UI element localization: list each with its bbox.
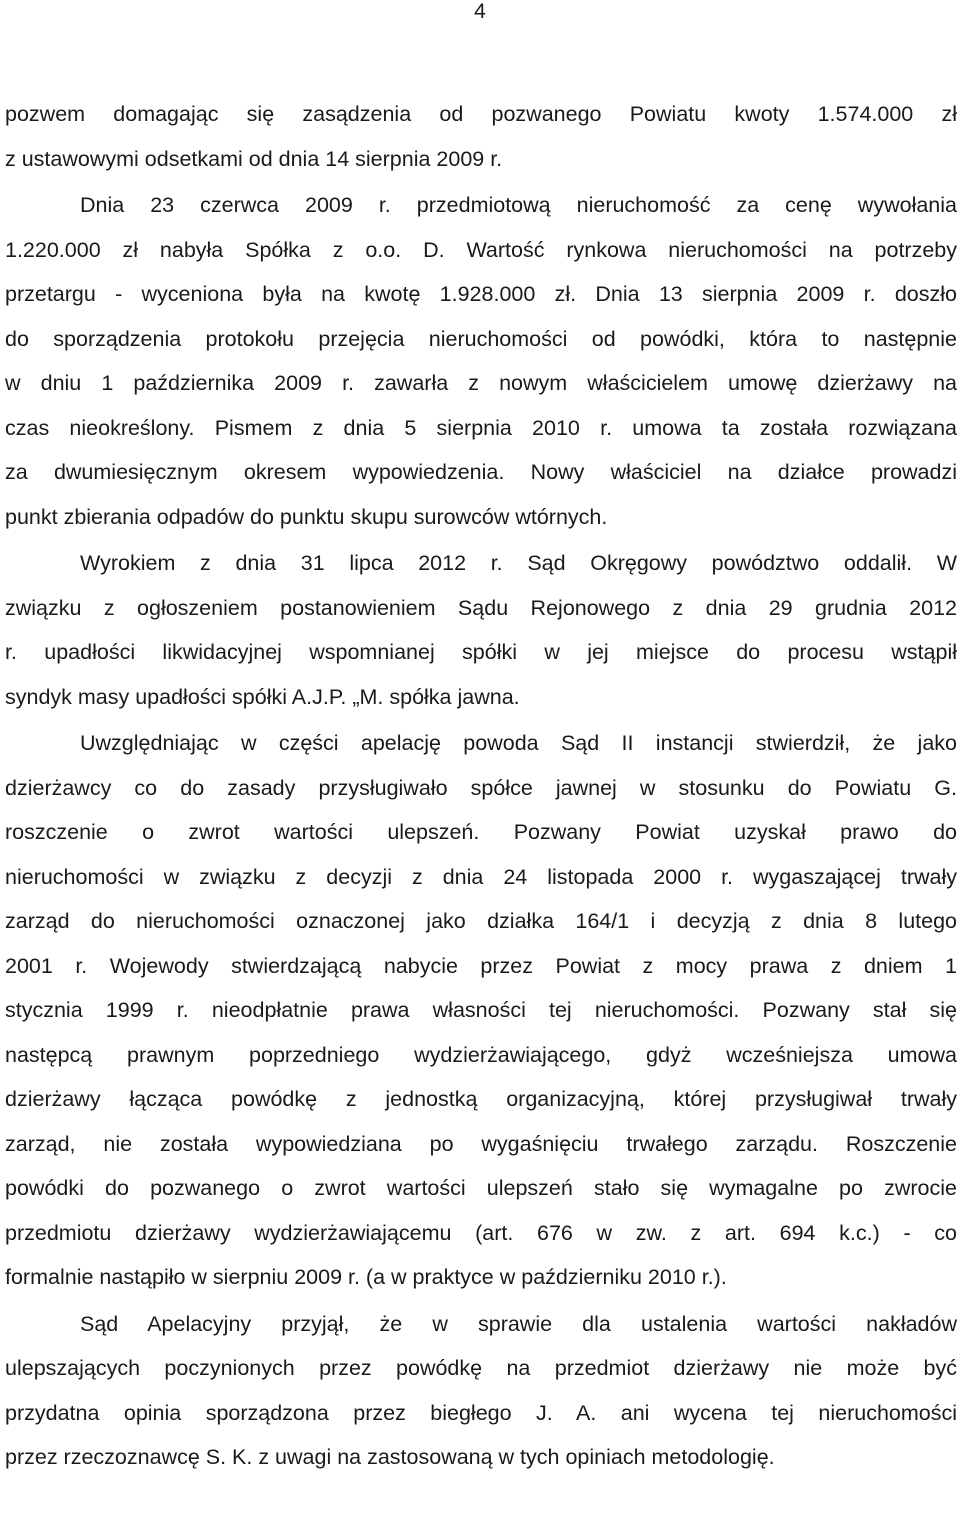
text-line: za dwumiesięcznym okresem wypowiedzenia. Nowy właściciel na działce prowadzi [5,460,957,484]
text-line: następcą prawnym poprzedniego wydzierżawiającego, gdyż wcześniejsza umowa [5,1042,957,1067]
paragraph [5,1302,957,1480]
text-line: przydatna opinia sporządzona przez biegłego J. A. ani wycena tej nieruchomości [5,1400,957,1425]
text-line: punkt zbierania odpadów do punktu skupu surowców wtórnych. [5,504,608,529]
text-line: formalnie nastąpiło w sierpniu 2009 r. (a w praktyce w październiku 2010 r.). [5,1265,727,1289]
text-line: nieruchomości w związku z decyzji z dnia 24 listopada 2000 r. wygaszającej trwały [5,864,957,889]
text-line: przedmiotu dzierżawy wydzierżawiającemu (art. 676 w zw. z art. 694 k.c.) - co [5,1220,957,1245]
text-line: Dnia 23 czerwca 2009 r. przedmiotową nieruchomość za cenę wywołania [80,193,957,217]
text-line: r. upadłości likwidacyjnej wspomnianej spółki w jej miejsce do procesu wstąpił [5,640,957,664]
text-line: dzierżawy łącząca powódkę z jednostką organizacyjną, której przysługiwał trwały [5,1087,957,1111]
text-line: roszczenie o zwrot wartości ulepszeń. Pozwany Powiat uzyskał prawo do [5,820,957,844]
text-line: z ustawowymi odsetkami od dnia 14 sierpnia 2009 r. [5,146,503,171]
text-line: powódki do pozwanego o zwrot wartości ulepszeń stało się wymagalne po zwrocie [5,1176,957,1200]
text-line: stycznia 1999 r. nieodpłatnie prawa własności tej nieruchomości. Pozwany stał się [5,998,957,1022]
text-line: ulepszających poczynionych przez powódkę na przedmiot dzierżawy nie może być [5,1356,957,1380]
paragraph [5,721,957,1300]
document-body [5,92,957,1480]
paragraph [5,541,957,719]
text-line: zarząd, nie została wypowiedziana po wygaśnięciu trwałego zarządu. Roszczenie [5,1131,957,1156]
text-line: 2001 r. Wojewody stwierdzającą nabycie przez Powiat z mocy prawa z dniem 1 [5,953,957,978]
text-line: Uwzględniając w części apelację powoda Sąd II instancji stwierdził, że jako [80,731,957,755]
paragraph [5,92,957,181]
text-line: w dniu 1 października 2009 r. zawarła z nowym właścicielem umowę dzierżawy na [5,371,957,395]
text-line: do sporządzenia protokołu przejęcia nieruchomości od powódki, która to następnie [5,326,957,351]
text-line: zarząd do nieruchomości oznaczonej jako działka 164/1 i decyzją z dnia 8 lutego [5,909,957,933]
text-line: czas nieokreślony. Pismem z dnia 5 sierpnia 2010 r. umowa ta została rozwiązana [5,415,957,440]
paragraph [5,183,957,539]
page-number: 4 [474,0,486,23]
text-line: Sąd Apelacyjny przyjął, że w sprawie dla ustalenia wartości nakładów [80,1311,957,1336]
text-line: 1.220.000 zł nabyła Spółka z o.o. D. Wartość rynkowa nieruchomości na potrzeby [5,237,957,262]
text-line: dzierżawcy co do zasady przysługiwało spółce jawnej w stosunku do Powiatu G. [5,775,957,800]
text-line: przez rzeczoznawcę S. K. z uwagi na zastosowaną w tych opiniach metodologię. [5,1445,775,1469]
text-line: syndyk masy upadłości spółki A.J.P. „M. spółka jawna. [5,684,520,709]
text-line: przetargu - wyceniona była na kwotę 1.928.000 zł. Dnia 13 sierpnia 2009 r. doszło [5,282,957,306]
text-line: Wyrokiem z dnia 31 lipca 2012 r. Sąd Okręgowy powództwo oddalił. W [80,551,957,575]
text-line: pozwem domagając się zasądzenia od pozwanego Powiatu kwoty 1.574.000 zł [5,102,957,126]
text-line: związku z ogłoszeniem postanowieniem Sądu Rejonowego z dnia 29 grudnia 2012 [5,595,957,620]
